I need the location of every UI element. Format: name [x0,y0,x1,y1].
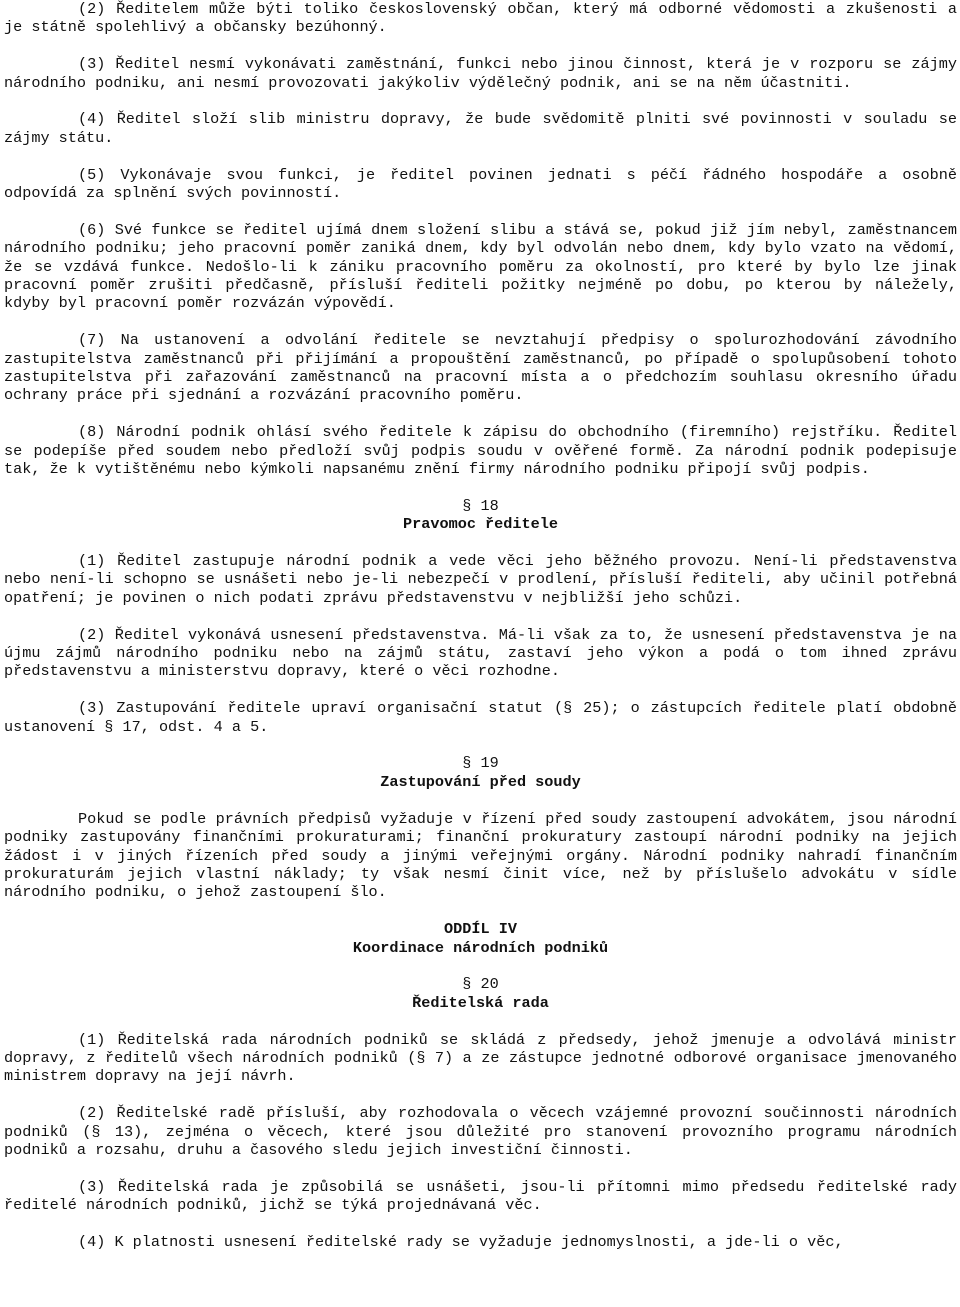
paragraph-20-3: (3) Ředitelská rada je způsobilá se usnášeti, jsou-li přítomni mimo předsedu ředitelské rady ředitelé národních podniků, jichž se týká projednávaná věc. [4,1177,957,1215]
paragraph-19: Pokud se podle právních předpisů vyžaduje v řízení před soudy zastoupení advokátem, jsou národní podniky zastupovány finančními prokuraturami; finanční prokuratury zastoupí národní podniky na jejich žádost i v jiných řízeních před soudy a jinými veřejnými orgány. Národní podniky nahradí finančním prokuraturám jejich vlastní náklady; ty však nesmí činit více, než by příslušelo advokátu v sídle národního podniku, o jehož zastoupení šlo. [4,809,957,902]
paragraph-18-1: (1) Ředitel zastupuje národní podnik a vede věci jeho běžného provozu. Není-li představenstva nebo není-li schopno se usnášeti nebo je-li nebezpečí v prodlení, přísluší řediteli, aby učinil potřebná opatření; je povinen o nich podati zprávu představenstvu v nejbližší jeho schůzi. [4,552,957,607]
paragraph-20-2: (2) Ředitelské radě přísluší, aby rozhodovala o věcech vzájemné provozní součinnosti národních podniků (§ 13), zejména o věcech, které jsou důležité pro stanovení provozního programu národních podniků a rozsahu, druhu a časového sledu jejich investiční činnosti. [4,1104,957,1159]
paragraph-17-4: (4) Ředitel složí slib ministru dopravy, že bude svědomitě plniti své povinnosti v souladu se zájmy státu. [4,110,957,147]
paragraph-17-8: (8) Národní podnik ohlásí svého ředitele k zápisu do obchodního (firemního) rejstříku. Ředitel se podepíše před soudem nebo předloží svůj podpis soudu v ověřené formě. Za národní podnik podepisuje tak, že k vytištěnému nebo kýmkoli napsanému znění firmy národního podniku připojí svůj podpis. [4,423,957,479]
paragraph-17-7: (7) Na ustanovení a odvolání ředitele se nevztahují předpisy o spolurozhodování závodního zastupitelstva zaměstnanců při přijímání a propouštění zaměstnanců, po případě o spolupůsobení tohoto zastupitelstva při zařazování zaměstnanců na pracovní místa a o předchozím souhlasu okresního úřadu ochrany práce při sjednání a rozvázání pracovního poměru. [4,331,957,405]
section-20-number: § 20 [462,975,499,994]
paragraph-18-2: (2) Ředitel vykonává usnesení představenstva. Má-li však za to, že usnesení představenstva je na újmu zájmů národního podniku nebo na zájmů státu, zastaví jeho výkon a podá o tom ihned zprávu představenstvu a ministerstvu dopravy, které o věci rozhodne. [4,625,957,681]
section-19-title: Zastupování před soudy [380,772,581,791]
section-20-title: Ředitelská rada [412,993,549,1012]
section-18-title: Pravomoc ředitele [403,515,558,534]
paragraph-18-3: (3) Zastupování ředitele upraví organisační statut (§ 25); o zástupcích ředitele platí obdobně ustanovení § 17, odst. 4 a 5. [4,699,957,736]
section-19-number: § 19 [462,754,499,773]
paragraph-17-6: (6) Své funkce se ředitel ujímá dnem složení slibu a stává se, pokud již jím nebyl, zaměstnancem národního podniku; jeho pracovní poměr zaniká dnem, kdy byl odvolán nebo dnem, kdy bylo vzato na vědomí, že se vzdává funkce. Nedošlo-li k zániku pracovního poměru za okolností, pro které by bylo lze jinak pracovní poměr zrušiti předčasně, přísluší řediteli požitky nejméně po dobu, po kterou by náležely, kdyby byl pracovní poměr rozvázán výpovědí. [4,220,957,313]
paragraph-20-1: (1) Ředitelská rada národních podniků se skládá z předsedy, jehož jmenuje a odvolává ministr dopravy, z ředitelů všech národních podniků (§ 7) a ze zástupce jednotné odborové organisace jmenovaného ministrem dopravy na její návrh. [4,1030,957,1086]
part-4-title: Koordinace národních podniků [352,938,609,957]
paragraph-20-4: (4) K platnosti usnesení ředitelské rady se vyžaduje jednomyslnosti, a jde-li o věc, [78,1232,844,1251]
part-4-heading: ODDÍL IV [444,920,517,939]
paragraph-17-2: (2) Ředitelem může býti toliko československý občan, který má odborné vědomosti a zkušenosti a je státně spolehlivý a občansky bezúhonný. [4,0,957,37]
paragraph-17-3: (3) Ředitel nesmí vykonávati zaměstnání, funkci nebo jinou činnost, která je v rozporu se zájmy národního podniku, ani nesmí provozovati jakýkoliv výdělečný podnik, ani se na něm účastniti. [4,55,957,92]
paragraph-17-5: (5) Vykonávaje svou funkci, je ředitel povinen jednati s péčí řádného hospodáře a osobně odpovídá za splnění svých povinností. [4,165,957,203]
section-18-number: § 18 [462,496,499,515]
